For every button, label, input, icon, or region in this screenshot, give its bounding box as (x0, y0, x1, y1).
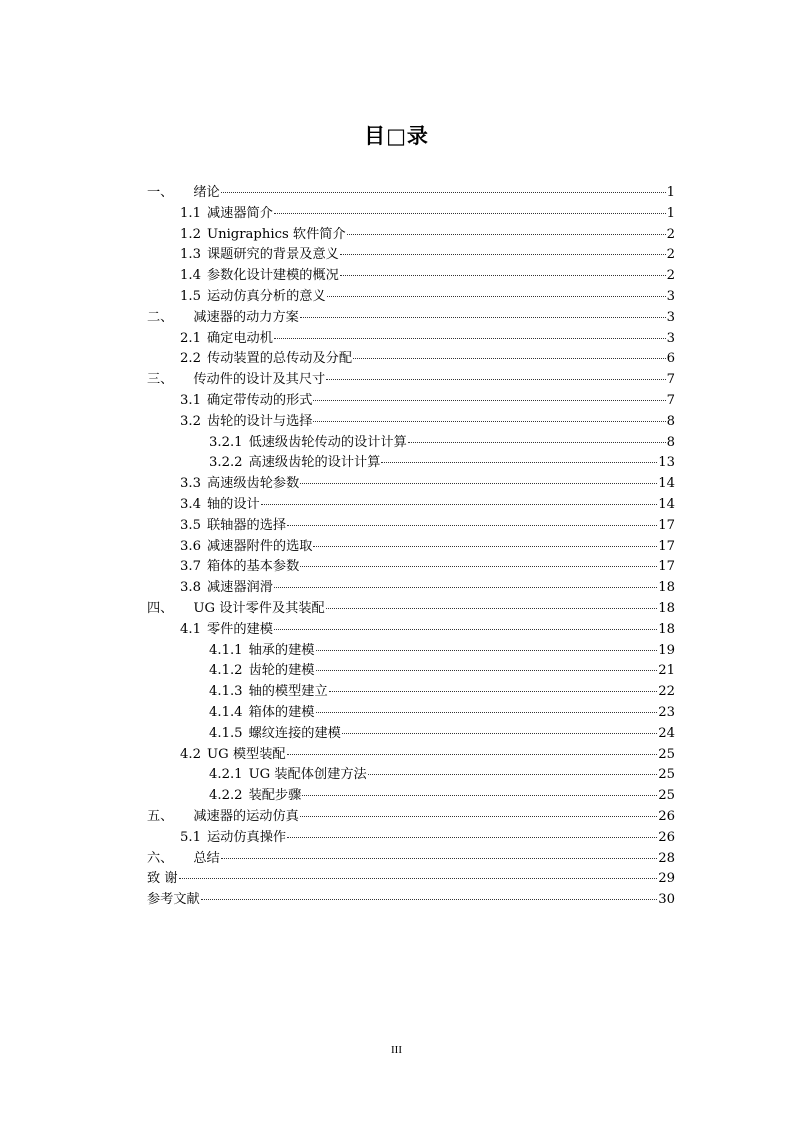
toc-entry-number: 1.5 (180, 288, 201, 304)
toc-dot-leader (179, 878, 658, 879)
toc-entry[interactable] (147, 890, 675, 911)
toc-entry[interactable] (147, 537, 675, 558)
toc-dot-leader (340, 254, 666, 255)
toc-entry-number: 1.3 (180, 247, 201, 263)
toc-entry-text: 轴的设计 (206, 496, 260, 512)
toc-entry-number: 四、 (147, 600, 174, 616)
toc-entry-page: 13 (658, 455, 675, 471)
toc-entry[interactable] (147, 682, 675, 703)
toc-entry-page: 30 (658, 892, 675, 908)
toc-dot-leader (313, 400, 665, 401)
toc-dot-leader (381, 462, 657, 463)
toc-entry-page: 24 (658, 725, 675, 741)
toc-entry-number: 4.1.2 (209, 663, 243, 679)
toc-dot-leader (302, 795, 657, 796)
toc-entry-text: 传动装置的总传动及分配 (206, 351, 353, 367)
toc-entry-page: 17 (658, 538, 675, 554)
toc-entry-page: 2 (666, 247, 675, 263)
toc-entry-page: 26 (658, 808, 675, 824)
toc-entry[interactable] (147, 433, 675, 454)
toc-entry-text: 确定电动机 (206, 330, 273, 346)
toc-entry[interactable] (147, 765, 675, 786)
toc-title: 目□录 (364, 124, 429, 148)
toc-entry-page: 3 (666, 309, 675, 325)
toc-entry-text: 减速器的运动仿真 (193, 808, 299, 824)
toc-entry-page: 26 (658, 829, 675, 845)
toc-entry[interactable] (147, 453, 675, 474)
toc-entry-text: 低速级齿轮传动的设计计算 (248, 434, 407, 450)
toc-entry-page: 19 (658, 642, 675, 658)
toc-entry-text: 齿轮的设计与选择 (206, 413, 313, 429)
toc-dot-leader (287, 525, 657, 526)
toc-dot-leader (327, 296, 666, 297)
toc-entry[interactable] (147, 225, 675, 246)
toc-entry[interactable] (147, 849, 675, 870)
toc-dot-leader (326, 608, 658, 609)
toc-dot-leader (300, 483, 657, 484)
toc-entry-text: 减速器的动力方案 (193, 309, 299, 325)
toc-entry[interactable] (147, 703, 675, 724)
toc-entry[interactable] (147, 620, 675, 641)
toc-entry[interactable] (147, 391, 675, 412)
toc-dot-leader (316, 650, 658, 651)
toc-dot-leader (221, 858, 657, 859)
toc-dot-leader (313, 421, 665, 422)
toc-entry-text: 绪论 (193, 185, 220, 200)
toc-entry-page: 14 (658, 476, 675, 492)
toc-dot-leader (342, 733, 657, 734)
toc-entry-page: 8 (666, 413, 675, 429)
toc-entry-page: 17 (658, 517, 675, 533)
toc-entry[interactable] (147, 266, 675, 287)
toc-entry-number: 2.1 (180, 330, 201, 346)
toc-entry-page: 17 (658, 559, 675, 575)
toc-entry-number: 3.7 (180, 559, 201, 575)
toc-entry-text: 箱体的建模 (248, 704, 315, 720)
toc-entry[interactable] (147, 724, 675, 745)
toc-entry-number: 3.4 (180, 496, 201, 512)
toc-entry-text: 减速器附件的选取 (206, 538, 313, 554)
toc-entry-page: 3 (666, 288, 675, 304)
toc-entry-number: 3.2.1 (209, 434, 243, 450)
toc-entry-text: UG 模型装配 (206, 746, 286, 762)
toc-entry-text: 装配步骤 (248, 788, 302, 804)
toc-dot-leader (353, 358, 666, 359)
toc-dot-leader (326, 379, 665, 380)
toc-entry-number: 3.3 (180, 476, 201, 492)
toc-entry[interactable] (147, 495, 675, 516)
toc-entry-page: 6 (666, 351, 675, 367)
toc-entry-text: 轴承的建模 (248, 642, 315, 658)
toc-entry[interactable] (147, 807, 675, 828)
toc-entry-text: 减速器润滑 (206, 580, 273, 596)
toc-entry-page: 28 (658, 850, 675, 866)
toc-entry-text: 传动件的设计及其尺寸 (193, 372, 326, 388)
toc-dot-leader (274, 213, 666, 214)
toc-dot-leader (313, 546, 657, 547)
toc-entry-text: 箱体的基本参数 (206, 559, 300, 575)
toc-entry[interactable] (147, 349, 675, 370)
toc-entry-page: 1 (666, 205, 675, 221)
toc-entry[interactable] (147, 329, 675, 350)
toc-dot-leader (274, 629, 657, 630)
toc-entry-text: UG 设计零件及其装配 (193, 600, 325, 616)
toc-entry-number: 4.1 (180, 621, 201, 637)
toc-entry-page: 7 (666, 372, 675, 388)
toc-entry-page: 14 (658, 496, 675, 512)
toc-entry-page: 2 (666, 226, 675, 242)
toc-entry-text: 联轴器的选择 (206, 517, 287, 533)
toc-entry-number: 2.2 (180, 351, 201, 367)
toc-entry[interactable] (147, 308, 675, 329)
toc-entry[interactable] (147, 599, 675, 620)
toc-entry-number: 4.2.1 (209, 767, 243, 783)
toc-entry-page: 25 (658, 788, 675, 804)
toc-entry-page: 18 (658, 580, 675, 596)
toc-entry-number: 一、 (147, 185, 174, 200)
toc-entry-text: 课题研究的背景及意义 (206, 247, 339, 263)
toc-entry-text: 运动仿真分析的意义 (206, 288, 326, 304)
toc-entry-page: 2 (666, 268, 675, 284)
toc-entry[interactable] (147, 745, 675, 766)
toc-dot-leader (329, 691, 658, 692)
toc-entry-text: 参数化设计建模的概况 (206, 268, 339, 284)
toc-entry-number: 4.1.5 (209, 725, 243, 741)
toc-entry-page: 18 (658, 600, 675, 616)
toc-entry[interactable] (147, 786, 675, 807)
toc-dot-leader (287, 754, 658, 755)
toc-entry-page: 25 (658, 767, 675, 783)
toc-entry-text: 螺纹连接的建模 (248, 725, 341, 741)
toc-entry-number: 五、 (147, 808, 174, 824)
toc-dot-leader (340, 275, 666, 276)
toc-dot-leader (300, 566, 657, 567)
toc-dot-leader (408, 442, 666, 443)
toc-dot-leader (221, 192, 666, 193)
toc-entry[interactable] (147, 661, 675, 682)
toc-entry-text: 参考文献 (147, 892, 200, 908)
toc-entry-page: 23 (658, 704, 675, 720)
toc-entry-number: 3.1 (180, 392, 201, 408)
toc-dot-leader (274, 338, 666, 339)
toc-dot-leader (287, 837, 657, 838)
toc-entry-page: 21 (658, 663, 675, 679)
toc-entry[interactable] (147, 869, 675, 890)
toc-dot-leader (316, 670, 658, 671)
toc-entry-number: 4.1.1 (209, 642, 243, 658)
toc-dot-leader (368, 774, 658, 775)
toc-entry-text: 确定带传动的形式 (206, 392, 313, 408)
toc-entry[interactable] (147, 245, 675, 266)
toc-dot-leader (274, 587, 657, 588)
toc-entry-page: 3 (666, 330, 675, 346)
toc-entry-text: 致 谢 (147, 871, 178, 887)
toc-dot-leader (201, 899, 657, 900)
toc-entry-number: 六、 (147, 850, 174, 866)
toc-entry-text: 高速级齿轮的设计计算 (248, 455, 381, 471)
toc-entry[interactable] (147, 183, 675, 204)
toc-entry-number: 3.5 (180, 517, 201, 533)
toc-entry-text: 零件的建模 (206, 621, 273, 637)
toc-dot-leader (261, 504, 657, 505)
toc-entry[interactable] (147, 516, 675, 537)
toc-entry[interactable] (147, 578, 675, 599)
toc-entry-text: Unigraphics 软件简介 (206, 226, 346, 242)
toc-entry-page: 8 (666, 434, 675, 450)
toc-entry-number: 4.2.2 (209, 788, 243, 804)
toc-entry-number: 4.1.4 (209, 704, 243, 720)
toc-entry-page: 1 (666, 185, 675, 200)
toc-entry[interactable] (147, 412, 675, 433)
toc-entry-text: 高速级齿轮参数 (206, 476, 300, 492)
toc-entry-number: 二、 (147, 309, 174, 325)
toc-entry[interactable] (147, 287, 675, 308)
table-of-contents (147, 183, 675, 911)
toc-entry[interactable] (147, 204, 675, 225)
toc-entry[interactable] (147, 474, 675, 495)
toc-dot-leader (300, 317, 666, 318)
toc-entry-number: 1.1 (180, 205, 201, 221)
toc-entry[interactable] (147, 641, 675, 662)
toc-entry-text: 运动仿真操作 (206, 829, 287, 845)
toc-dot-leader (316, 712, 658, 713)
toc-entry-number: 4.2 (180, 746, 201, 762)
toc-entry-page: 22 (658, 684, 675, 700)
toc-entry-text: 齿轮的建模 (248, 663, 315, 679)
toc-entry-number: 3.6 (180, 538, 201, 554)
toc-entry-page: 18 (658, 621, 675, 637)
toc-entry-number: 3.2.2 (209, 455, 243, 471)
toc-entry-number: 3.2 (180, 413, 201, 429)
toc-entry-text: 轴的模型建立 (248, 684, 328, 700)
toc-dot-leader (347, 234, 666, 235)
toc-entry-number: 3.8 (180, 580, 201, 596)
toc-entry[interactable] (147, 557, 675, 578)
toc-entry-number: 三、 (147, 372, 174, 388)
toc-entry-number: 5.1 (180, 829, 201, 845)
toc-entry-page: 29 (658, 871, 675, 887)
toc-entry-text: UG 装配体创建方法 (248, 767, 367, 783)
toc-entry[interactable] (147, 370, 675, 391)
toc-entry-number: 4.1.3 (209, 684, 243, 700)
toc-entry[interactable] (147, 828, 675, 849)
toc-dot-leader (300, 816, 657, 817)
toc-entry-number: 1.2 (180, 226, 201, 242)
toc-entry-page: 25 (658, 746, 675, 762)
toc-entry-page: 7 (666, 392, 675, 408)
toc-entry-text: 减速器简介 (206, 205, 273, 221)
toc-entry-text: 总结 (193, 850, 220, 866)
page-number: III (391, 1044, 402, 1056)
toc-entry-number: 1.4 (180, 268, 201, 284)
